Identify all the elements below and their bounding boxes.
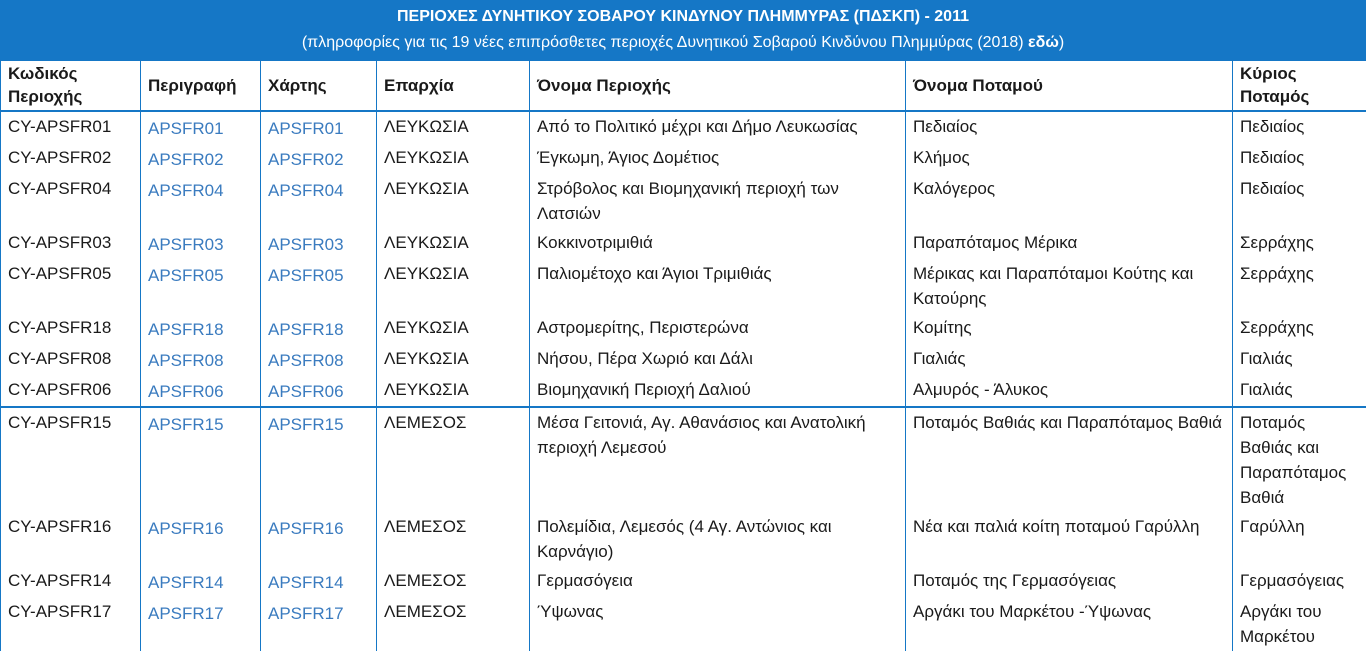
table-row (1, 512, 1366, 566)
cell-main-river: Γιαλιάς (1233, 344, 1366, 375)
cell-map-cell (261, 313, 377, 344)
cell-river-name: Αλμυρός - Άλυκος (906, 375, 1233, 407)
cell-district: ΛΕΥΚΩΣΙΑ (377, 228, 530, 259)
col-header-map: Χάρτης (261, 61, 377, 111)
cell-description-link[interactable]: APSFR04 (148, 178, 224, 203)
col-header-area-name: Όνομα Περιοχής (530, 61, 906, 111)
cell-district: ΛΕΥΚΩΣΙΑ (377, 313, 530, 344)
cell-map-link[interactable]: APSFR06 (268, 379, 344, 404)
cell-area-name: Ύψωνας (530, 597, 906, 651)
cell-code: CY-APSFR02 (1, 143, 141, 174)
cell-description-cell (141, 375, 261, 407)
table-header-row (1, 61, 1366, 111)
cell-river-name: Γιαλιάς (906, 344, 1233, 375)
cell-code: CY-APSFR17 (1, 597, 141, 651)
cell-code: CY-APSFR15 (1, 407, 141, 512)
cell-district: ΛΕΥΚΩΣΙΑ (377, 375, 530, 407)
cell-description-cell (141, 143, 261, 174)
cell-map-cell (261, 407, 377, 512)
cell-district: ΛΕΥΚΩΣΙΑ (377, 344, 530, 375)
cell-description-cell (141, 259, 261, 313)
cell-map-link[interactable]: APSFR18 (268, 317, 344, 342)
cell-district: ΛΕΥΚΩΣΙΑ (377, 174, 530, 228)
subtitle-end: ) (1059, 34, 1064, 51)
cell-code: CY-APSFR03 (1, 228, 141, 259)
cell-area-name: Στρόβολος και Βιομηχανική περιοχή των Λατσιών (530, 174, 906, 228)
col-header-district: Επαρχία (377, 61, 530, 111)
col-header-river-name: Όνομα Ποταμού (906, 61, 1233, 111)
cell-description-cell (141, 228, 261, 259)
cell-map-cell (261, 344, 377, 375)
cell-description-cell (141, 597, 261, 651)
cell-description-link[interactable]: APSFR03 (148, 232, 224, 257)
cell-description-cell (141, 111, 261, 143)
table-row (1, 597, 1366, 651)
table-banner (0, 0, 1366, 61)
cell-description-link[interactable]: APSFR01 (148, 116, 224, 141)
cell-river-name: Παραπόταμος Μέρικα (906, 228, 1233, 259)
cell-map-link[interactable]: APSFR15 (268, 412, 344, 437)
cell-district: ΛΕΜΕΣΟΣ (377, 407, 530, 512)
cell-main-river: Σερράχης (1233, 259, 1366, 313)
table-row (1, 375, 1366, 407)
cell-map-link[interactable]: APSFR02 (268, 147, 344, 172)
table-row (1, 313, 1366, 344)
cell-main-river: Γιαλιάς (1233, 375, 1366, 407)
cell-area-name: Πολεμίδια, Λεμεσός (4 Αγ. Αντώνιος και Καρνάγιο) (530, 512, 906, 566)
cell-area-name: Παλιομέτοχο και Άγιοι Τριμιθιάς (530, 259, 906, 313)
cell-river-name: Καλόγερος (906, 174, 1233, 228)
cell-main-river: Πεδιαίος (1233, 174, 1366, 228)
cell-code: CY-APSFR01 (1, 111, 141, 143)
cell-map-cell (261, 597, 377, 651)
cell-map-link[interactable]: APSFR14 (268, 570, 344, 595)
cell-description-cell (141, 566, 261, 597)
cell-main-river: Ποταμός Βαθιάς και Παραπόταμος Βαθιά (1233, 407, 1366, 512)
cell-description-cell (141, 512, 261, 566)
cell-description-link[interactable]: APSFR16 (148, 516, 224, 541)
cell-code: CY-APSFR16 (1, 512, 141, 566)
cell-district: ΛΕΥΚΩΣΙΑ (377, 111, 530, 143)
cell-map-link[interactable]: APSFR04 (268, 178, 344, 203)
cell-area-name: Μέσα Γειτονιά, Αγ. Αθανάσιος και Ανατολική περιοχή Λεμεσού (530, 407, 906, 512)
cell-river-name: Μέρικας και Παραπόταμοι Κούτης και Κατούρης (906, 259, 1233, 313)
cell-river-name: Νέα και παλιά κοίτη ποταμού Γαρύλλη (906, 512, 1233, 566)
cell-map-link[interactable]: APSFR01 (268, 116, 344, 141)
cell-map-cell (261, 228, 377, 259)
cell-area-name: Βιομηχανική Περιοχή Δαλιού (530, 375, 906, 407)
cell-district: ΛΕΜΕΣΟΣ (377, 597, 530, 651)
cell-main-river: Αργάκι του Μαρκέτου (1233, 597, 1366, 651)
cell-description-link[interactable]: APSFR08 (148, 348, 224, 373)
cell-description-cell (141, 174, 261, 228)
cell-main-river: Γαρύλλη (1233, 512, 1366, 566)
cell-river-name: Αργάκι του Μαρκέτου -Ύψωνας (906, 597, 1233, 651)
table-row (1, 111, 1366, 143)
cell-main-river: Πεδιαίος (1233, 111, 1366, 143)
subtitle-text: (πληροφορίες για τις 19 νέες επιπρόσθετες περιοχές Δυνητικού Σοβαρού Κινδύνου Πλημμύρας (2018) (302, 34, 1024, 51)
cell-river-name: Κλήμος (906, 143, 1233, 174)
cell-district: ΛΕΥΚΩΣΙΑ (377, 259, 530, 313)
cell-map-cell (261, 143, 377, 174)
cell-main-river: Γερμασόγειας (1233, 566, 1366, 597)
cell-map-cell (261, 566, 377, 597)
cell-map-link[interactable]: APSFR16 (268, 516, 344, 541)
cell-area-name: Έγκωμη, Άγιος Δομέτιος (530, 143, 906, 174)
cell-map-cell (261, 174, 377, 228)
cell-map-link[interactable]: APSFR17 (268, 601, 344, 626)
cell-code: CY-APSFR04 (1, 174, 141, 228)
cell-description-link[interactable]: APSFR17 (148, 601, 224, 626)
cell-area-name: Αστρομερίτης, Περιστερώνα (530, 313, 906, 344)
cell-main-river: Πεδιαίος (1233, 143, 1366, 174)
cell-river-name: Κομίτης (906, 313, 1233, 344)
flood-risk-table (0, 61, 1366, 651)
cell-map-cell (261, 111, 377, 143)
cell-district: ΛΕΜΕΣΟΣ (377, 512, 530, 566)
col-header-main-river: Κύριος Ποταμός (1233, 61, 1366, 111)
cell-description-cell (141, 313, 261, 344)
cell-river-name: Πεδιαίος (906, 111, 1233, 143)
cell-map-link[interactable]: APSFR03 (268, 232, 344, 257)
cell-main-river: Σερράχης (1233, 313, 1366, 344)
cell-map-cell (261, 259, 377, 313)
cell-code: CY-APSFR14 (1, 566, 141, 597)
cell-main-river: Σερράχης (1233, 228, 1366, 259)
table-row (1, 259, 1366, 313)
cell-district: ΛΕΥΚΩΣΙΑ (377, 143, 530, 174)
cell-map-cell (261, 375, 377, 407)
cell-map-link[interactable]: APSFR08 (268, 348, 344, 373)
cell-area-name: Κοκκινοτριμιθιά (530, 228, 906, 259)
page-subtitle (1, 33, 1365, 53)
cell-code: CY-APSFR06 (1, 375, 141, 407)
cell-river-name: Ποταμός της Γερμασόγειας (906, 566, 1233, 597)
col-header-code: Κωδικός Περιοχής (1, 61, 141, 111)
col-header-description: Περιγραφή (141, 61, 261, 111)
cell-description-link[interactable]: APSFR06 (148, 379, 224, 404)
cell-description-link[interactable]: APSFR02 (148, 147, 224, 172)
cell-river-name: Ποταμός Βαθιάς και Παραπόταμος Βαθιά (906, 407, 1233, 512)
cell-description-cell (141, 407, 261, 512)
cell-district: ΛΕΜΕΣΟΣ (377, 566, 530, 597)
cell-code: CY-APSFR05 (1, 259, 141, 313)
cell-map-cell (261, 512, 377, 566)
cell-description-link[interactable]: APSFR15 (148, 412, 224, 437)
cell-description-link[interactable]: APSFR05 (148, 263, 224, 288)
cell-area-name: Από το Πολιτικό μέχρι και Δήμο Λευκωσίας (530, 111, 906, 143)
table-row (1, 566, 1366, 597)
cell-area-name: Γερμασόγεια (530, 566, 906, 597)
cell-code: CY-APSFR08 (1, 344, 141, 375)
cell-description-cell (141, 344, 261, 375)
table-row (1, 228, 1366, 259)
table-row (1, 174, 1366, 228)
cell-area-name: Νήσου, Πέρα Χωριό και Δάλι (530, 344, 906, 375)
table-row (1, 407, 1366, 512)
cell-description-link[interactable]: APSFR18 (148, 317, 224, 342)
page-title: ΠΕΡΙΟΧΕΣ ΔΥΝΗΤΙΚΟΥ ΣΟΒΑΡΟΥ ΚΙΝΔΥΝΟΥ ΠΛΗΜΜΥΡΑΣ (ΠΔΣΚΠ) - 2011 (1, 7, 1365, 27)
cell-code: CY-APSFR18 (1, 313, 141, 344)
cell-description-link[interactable]: APSFR14 (148, 570, 224, 595)
cell-map-link[interactable]: APSFR05 (268, 263, 344, 288)
subtitle-link[interactable]: εδώ (1028, 34, 1059, 51)
table-row (1, 344, 1366, 375)
table-row (1, 143, 1366, 174)
